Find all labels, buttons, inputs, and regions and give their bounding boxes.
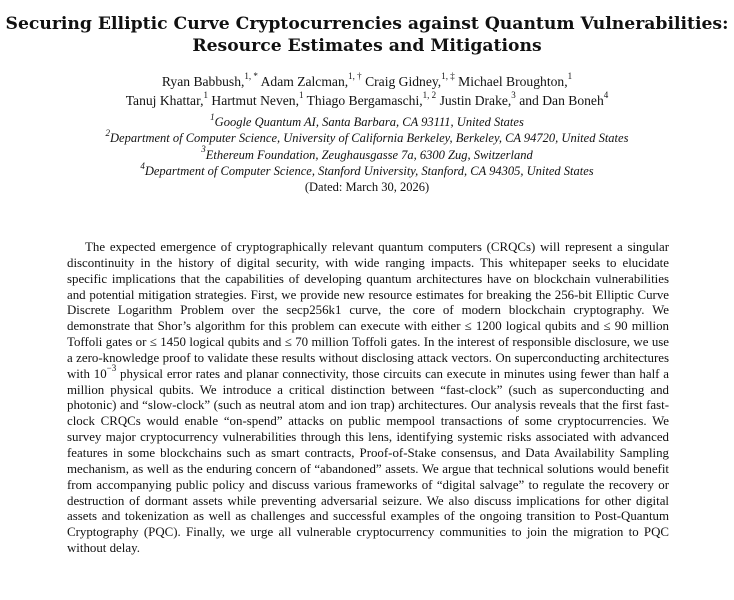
- author-affiliation-mark: 1: [567, 71, 573, 82]
- author-name: Thiago Bergamaschi,: [306, 93, 423, 108]
- author-list: [0, 72, 734, 110]
- paper-title: [0, 13, 734, 57]
- title-line-1: Securing Elliptic Curve Cryptocurrencies against Quantum Vulnerabilities:: [5, 14, 729, 34]
- abstract-paragraph: [67, 240, 669, 557]
- title-line-2: Resource Estimates and Mitigations: [192, 36, 542, 56]
- author-line-2: [0, 91, 734, 110]
- author-affiliation-mark: 1, 2: [422, 90, 437, 101]
- affiliation-list: [0, 111, 734, 195]
- author-affiliation-mark: 3: [511, 90, 516, 101]
- author-name: Adam Zalcman,: [260, 74, 349, 89]
- affiliation-number: 2: [105, 128, 111, 139]
- author-affiliation-mark: 4: [603, 90, 609, 101]
- affiliation-text: Google Quantum AI, Santa Barbara, CA 93111, United States: [214, 115, 524, 129]
- author-name: Craig Gidney,: [365, 74, 442, 89]
- affiliation-number: 4: [140, 160, 145, 171]
- affiliation-number: 3: [201, 144, 206, 155]
- author-name: Michael Broughton,: [458, 74, 568, 89]
- affiliation-text: Department of Computer Science, Stanford University, Stanford, CA 94305, United States: [144, 163, 594, 178]
- affiliation-item: [0, 130, 734, 146]
- author-affiliation-mark: 1, ‡: [441, 71, 455, 82]
- affiliation-text: Ethereum Foundation, Zeughausgasse 7a, 6300 Zug, Switzerland: [205, 147, 533, 162]
- affiliation-number: 1: [210, 111, 215, 122]
- abstract: [67, 240, 669, 557]
- affiliation-item: [0, 111, 734, 130]
- author-name: Ryan Babbush,: [161, 74, 245, 89]
- author-affiliation-mark: 1, *: [244, 71, 258, 82]
- affiliation-item: [0, 160, 734, 179]
- author-name: Tanuj Khattar,: [125, 93, 204, 108]
- error-rate-exponent: −3: [106, 363, 117, 374]
- author-affiliation-mark: 1: [203, 90, 208, 101]
- author-name: Justin Drake,: [439, 93, 512, 108]
- author-affiliation-mark: 1: [298, 90, 304, 101]
- affiliation-text: Department of Computer Science, University of California Berkeley, Berkeley, CA 94720, United States: [110, 131, 629, 146]
- author-affiliation-mark: 1, †: [348, 71, 362, 82]
- affiliation-item: [0, 144, 734, 163]
- dated-line: (Dated: March 30, 2026): [304, 180, 430, 195]
- author-name: and Dan Boneh: [519, 93, 604, 108]
- abstract-text-part-1: The expected emergence of cryptographically relevant quantum computers (CRQCs) will represent a singular discontinuity in the history of digital security, with wide ranging impacts. This whitepaper seeks to elucidate specific implications that the capabilities of developing quantum architectures have on blockchain vulnerabilities and potential mitigation strategies. First, we provide new resource estimates for breaking the 256-bit Elliptic Curve Discrete Logarithm Problem over the secp256k1 curve, the core of modern blockchain cryptography. We demonstrate that Shor’s algorithm for this problem can execute with either ≤ 1200 logical qubits and ≤ 90 million Toffoli gates or ≤ 1450 logical qubits and ≤ 70 million Toffoli gates. In the interest of responsible disclosure, we use a zero-knowledge proof to validate these results without disclosing attack vectors. On superconducting architectures with 10: [67, 240, 669, 381]
- author-line-1: [0, 72, 734, 91]
- author-name: Hartmut Neven,: [211, 93, 299, 108]
- abstract-text-part-2: physical error rates and planar connectivity, those circuits can execute in minutes using fewer than half a million physical qubits. We introduce a critical distinction between “fast-clock” (such as superconducting and photonic) and “slow-clock” (such as neutral atom and ion trap) architectures. Our analysis reveals that the first fast-clock CRQCs would enable “on-spend” attacks on public mempool transactions of some cryptocurrencies. We survey major cryptocurrency vulnerabilities through this lens, identifying systemic risks associated with advanced features in some blockchains such as smart contracts, Proof-of-Stake consensus, and Data Availability Sampling mechanism, as well as the enduring concern of “abandoned” assets. We argue that technical solutions would benefit from accompanying public policy and discuss various frameworks of “digital salvage” to regulate the recovery or destruction of dormant assets while preventing adversarial seizure. We also discuss implications for other digital assets and tokenization as well as challenges and successful examples of the ongoing transition to Post-Quantum Cryptography (PQC). Finally, we urge all vulnerable cryptocurrency communities to join the migration to PQC without delay.: [67, 366, 670, 556]
